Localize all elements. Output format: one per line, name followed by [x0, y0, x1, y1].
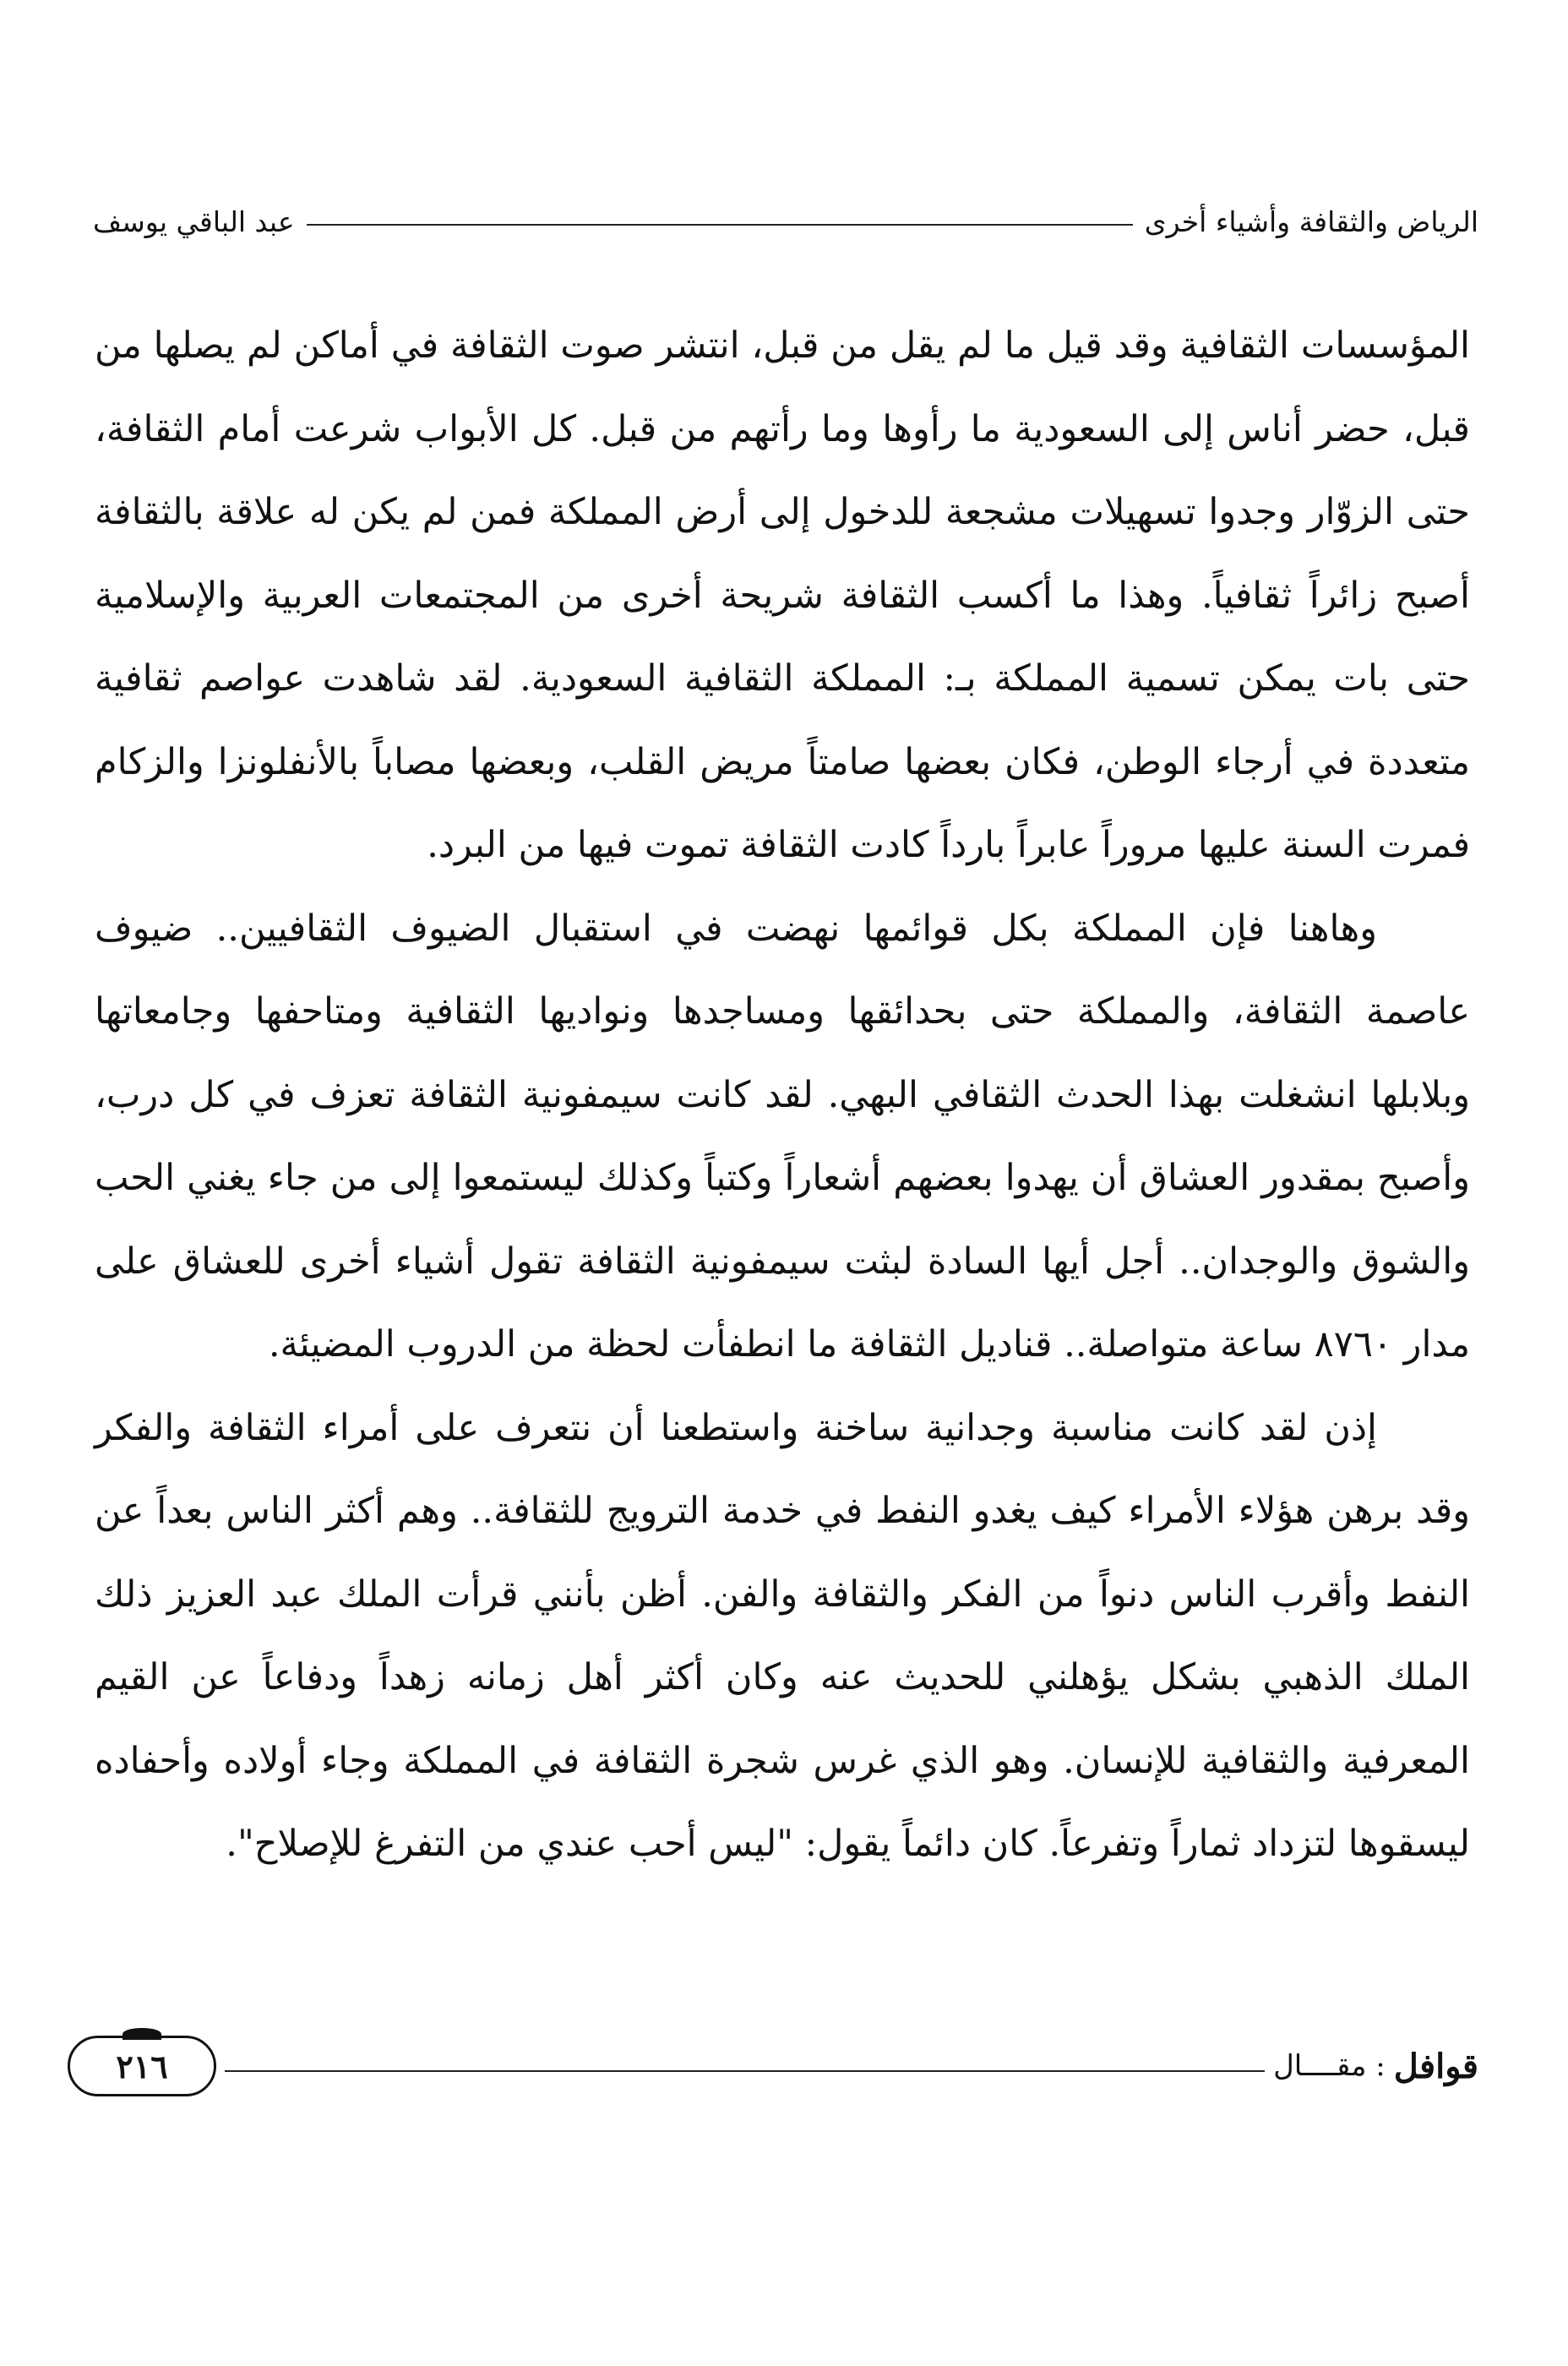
journal-name: قوافل	[1393, 2046, 1478, 2086]
header-rule	[307, 224, 1133, 226]
page-number: ٢١٦	[116, 2047, 168, 2085]
running-footer	[68, 2028, 1478, 2104]
paragraph-2: وهاهنا فإن المملكة بكل قوائمها نهضت في استقبال الضيوف الثقافيين.. ضيوف عاصمة الثقافة، والمملكة حتى بحدائقها ومساجدها ونواديها الثقافية ومتاحفها وجامعاتها وبلابلها انشغلت بهذا الحدث الثقافي البهي. لقد كانت سيمفونية الثقافة تعزف في كل درب، وأصبح بمقدور العشاق أن يهدوا بعضهم أشعاراً وكتباً وكذلك ليستمعوا إلى من جاء يغني الحب والشوق والوجدان.. أجل أيها السادة لبثت سيمفونية الثقافة تقول أشياء أخرى للعشاق على مدار ٨٧٦٠ ساعة متواصلة.. قناديل الثقافة ما انطفأت لحظة من الدروب المضيئة.	[95, 907, 1471, 1366]
footer-rule	[225, 2070, 1265, 2072]
author-name: عبد الباقي يوسف	[93, 204, 295, 238]
paragraph-3: إذن لقد كانت مناسبة وجدانية ساخنة واستطعنا أن نتعرف على أمراء الثقافة والفكر وقد برهن هؤلاء الأمراء كيف يغدو النفط في خدمة الترويج للثقافة.. وهم أكثر الناس بعداً عن النفط وأقرب الناس دنواً من الفكر والثقافة والفن. أظن بأنني قرأت الملك عبد العزيز ذلك الملك الذهبي بشكل يؤهلني للحديث عنه وكان أكثر أهل زمانه زهداً ودفاعاً عن القيم المعرفية والثقافية للإنسان. وهو الذي غرس شجرة الثقافة في المملكة وجاء أولاده وأحفاده ليسقوها لتزداد ثماراً وتفرعاً. كان دائماً يقول: "ليس أحب عندي من التفرغ للإصلاح".	[95, 1406, 1470, 1865]
article-body	[95, 304, 1470, 1886]
page-number-badge	[68, 2036, 216, 2096]
running-header	[93, 196, 1478, 247]
book-title: الرياض والثقافة وأشياء أخرى	[1144, 204, 1478, 238]
paragraph-1: المؤسسات الثقافية وقد قيل ما لم يقل من قبل، انتشر صوت الثقافة في أماكن لم يصلها من قبل، حضر أناس إلى السعودية ما رأوها وما رأتهم من قبل. كل الأبواب شرعت أمام الثقافة، حتى الزوّار وجدوا تسهيلات مشجعة للدخول إلى أرض المملكة فمن لم يكن له علاقة بالثقافة أصبح زائراً ثقافياً. وهذا ما أكسب الثقافة شريحة أخرى من المجتمعات العربية والإسلامية حتى بات يمكن تسمية المملكة بـ: المملكة الثقافية السعودية. لقد شاهدت عواصم ثقافية متعددة في أرجاء الوطن، فكان بعضها صامتاً مريض القلب، وبعضها مصاباً بالأنفلونزا والزكام فمرت السنة عليها مروراً عابراً بارداً كادت الثقافة تموت فيها من البرد.	[95, 324, 1470, 866]
ornament-icon	[122, 2028, 161, 2040]
section-label: : مقــــال	[1273, 2049, 1386, 2083]
